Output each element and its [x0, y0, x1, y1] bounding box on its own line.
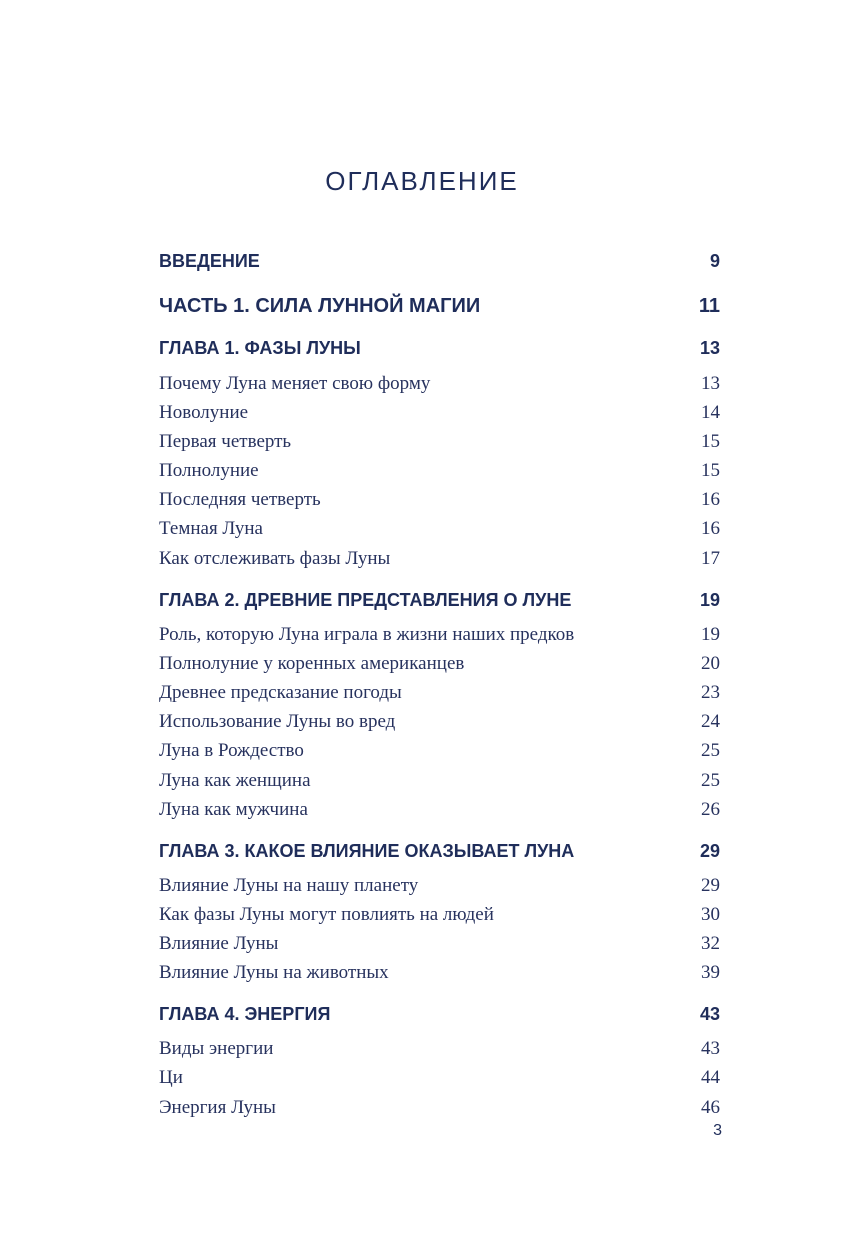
toc-entry-row[interactable]: [159, 624, 720, 646]
toc-entry-row[interactable]: [159, 402, 720, 424]
toc-entry-row[interactable]: [159, 518, 720, 540]
entry-label: Влияние Луны: [159, 933, 279, 954]
toc-entry-row[interactable]: [159, 711, 720, 733]
toc-entry-row[interactable]: [159, 799, 720, 821]
entry-page: 25: [701, 770, 720, 791]
entry-label: Виды энергии: [159, 1038, 274, 1059]
toc-chapter-row[interactable]: [159, 841, 720, 862]
entry-page: 20: [701, 653, 720, 674]
entry-label: Влияние Луны на нашу планету: [159, 875, 419, 896]
entry-label: Почему Луна меняет свою форму: [159, 373, 431, 394]
chapter-label: ГЛАВА 4. ЭНЕРГИЯ: [159, 1004, 331, 1024]
toc-chapter-row[interactable]: [159, 1004, 720, 1025]
entry-label: Влияние Луны на животных: [159, 962, 389, 983]
entry-label: Луна как мужчина: [159, 799, 308, 820]
toc-entry-row[interactable]: [159, 962, 720, 984]
page-number: 3: [713, 1122, 722, 1139]
entry-page: 46: [701, 1097, 720, 1118]
entry-label: Роль, которую Луна играла в жизни наших предков: [159, 624, 575, 645]
entry-label: Использование Луны во вред: [159, 711, 396, 732]
entry-page: 43: [701, 1038, 720, 1059]
chapter-label: ГЛАВА 2. ДРЕВНИЕ ПРЕДСТАВЛЕНИЯ О ЛУНЕ: [159, 590, 572, 610]
entry-page: 15: [701, 431, 720, 452]
toc-intro-label: ВВЕДЕНИЕ: [159, 251, 260, 271]
chapter-label: ГЛАВА 1. ФАЗЫ ЛУНЫ: [159, 338, 361, 358]
toc-chapter-row[interactable]: [159, 590, 720, 611]
entry-page: 14: [701, 402, 720, 423]
toc-intro-page: 9: [709, 251, 720, 271]
toc-entry-row[interactable]: [159, 770, 720, 792]
entry-page: 16: [701, 489, 720, 510]
toc-entry-row[interactable]: [159, 653, 720, 675]
toc-chapter-row[interactable]: [159, 338, 720, 359]
entry-label: Как отслеживать фазы Луны: [159, 548, 391, 569]
entry-label: Как фазы Луны могут повлиять на людей: [159, 904, 494, 925]
toc-entry-row[interactable]: [159, 933, 720, 955]
entry-label: Полнолуние у коренных американцев: [159, 653, 465, 674]
chapter-page: 43: [699, 1004, 720, 1024]
chapter-page: 29: [699, 841, 720, 861]
entry-page: 15: [701, 460, 720, 481]
entry-label: Ци: [159, 1067, 183, 1088]
toc-part-label: ЧАСТЬ 1. СИЛА ЛУННОЙ МАГИИ: [159, 295, 481, 317]
entry-label: Энергия Луны: [159, 1097, 276, 1118]
entry-page: 44: [701, 1067, 720, 1088]
entry-page: 26: [701, 799, 720, 820]
toc-entry-row[interactable]: [159, 1067, 720, 1089]
entry-page: 24: [701, 711, 720, 732]
toc-entry-row[interactable]: [159, 460, 720, 482]
toc-entry-row[interactable]: [159, 682, 720, 704]
entry-label: Новолуние: [159, 402, 249, 423]
toc-entry-row[interactable]: [159, 1097, 720, 1119]
entry-label: Луна в Рождество: [159, 740, 304, 761]
entry-label: Полнолуние: [159, 460, 259, 481]
toc-entry-row[interactable]: [159, 1038, 720, 1060]
entry-page: 16: [701, 518, 720, 539]
toc-entry-row[interactable]: [159, 431, 720, 453]
toc-title: ОГЛАВЛЕНИЕ: [325, 166, 519, 196]
entry-label: Первая четверть: [159, 431, 292, 452]
entry-label: Древнее предсказание погоды: [159, 682, 402, 703]
chapter-label: ГЛАВА 3. КАКОЕ ВЛИЯНИЕ ОКАЗЫВАЕТ ЛУНА: [159, 841, 575, 861]
toc-entry-row[interactable]: [159, 373, 720, 395]
toc-part-page: 11: [698, 295, 720, 317]
toc-entry-row[interactable]: [159, 740, 720, 762]
entry-page: 39: [701, 962, 720, 983]
toc-entry-row[interactable]: [159, 489, 720, 511]
toc-entry-row[interactable]: [159, 904, 720, 926]
entry-page: 17: [701, 548, 720, 569]
chapter-page: 19: [699, 590, 720, 610]
entry-page: 30: [701, 904, 720, 925]
toc-entry-row[interactable]: [159, 875, 720, 897]
entry-label: Темная Луна: [159, 518, 263, 539]
toc-intro-row[interactable]: [159, 251, 720, 272]
entry-page: 25: [701, 740, 720, 761]
toc-entry-row[interactable]: [159, 548, 720, 570]
chapter-page: 13: [699, 338, 720, 358]
toc-part-row[interactable]: [159, 295, 720, 318]
entry-label: Последняя четверть: [159, 489, 321, 510]
entry-page: 13: [701, 373, 720, 394]
entry-label: Луна как женщина: [159, 770, 311, 791]
entry-page: 19: [701, 624, 720, 645]
entry-page: 32: [701, 933, 720, 954]
entry-page: 23: [701, 682, 720, 703]
entry-page: 29: [701, 875, 720, 896]
